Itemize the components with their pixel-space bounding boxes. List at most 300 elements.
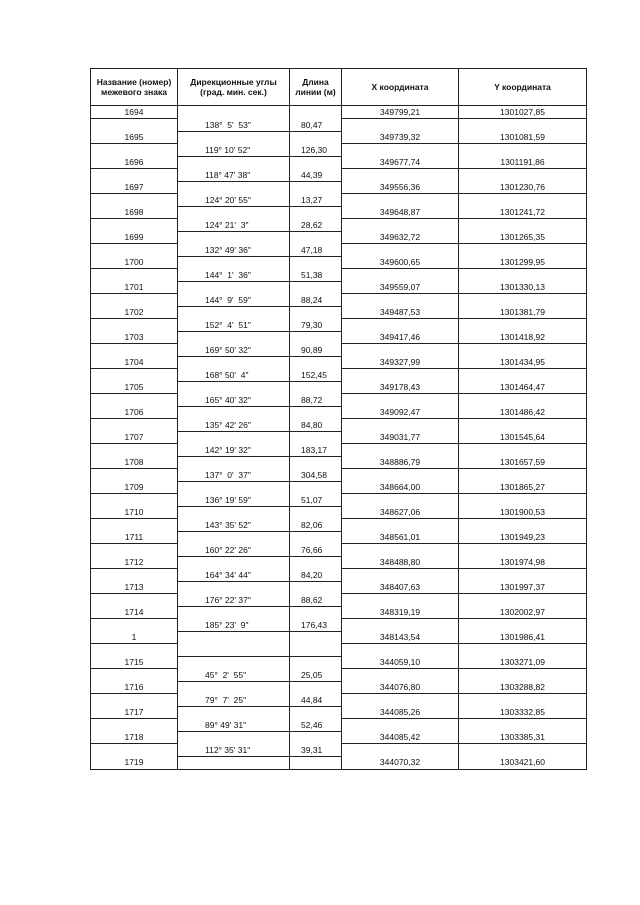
- line-length-cell: 76,66: [290, 544, 342, 557]
- table-row-segment: [91, 194, 587, 207]
- y-coordinate-cell: [459, 344, 587, 357]
- directional-angle-cell: [178, 131, 290, 144]
- directional-angle-cell: [178, 606, 290, 619]
- marker-name-cell: [91, 519, 178, 532]
- directional-angle-cell: 119° 10' 52": [178, 144, 290, 157]
- y-coordinate-cell: [459, 444, 587, 457]
- marker-name-cell: [91, 294, 178, 307]
- x-coordinate-cell: [342, 594, 459, 607]
- marker-name-cell: [91, 269, 178, 282]
- y-coordinate-cell: 1301657,59: [459, 456, 587, 469]
- y-coordinate-cell: 1301865,27: [459, 481, 587, 494]
- line-length-cell: 88,72: [290, 394, 342, 407]
- directional-angle-cell: 164° 34' 44": [178, 569, 290, 582]
- table-row-marker: [91, 506, 587, 519]
- marker-name-cell: 1705: [91, 381, 178, 394]
- line-length-cell: 88,24: [290, 294, 342, 307]
- directional-angle-cell: [178, 656, 290, 669]
- table-row-segment: [91, 444, 587, 457]
- marker-name-cell: 1715: [91, 656, 178, 669]
- table-row-marker: [91, 356, 587, 369]
- marker-name-cell: 1707: [91, 431, 178, 444]
- x-coordinate-cell: [342, 244, 459, 257]
- boundary-markers-sheet: [90, 68, 586, 770]
- table-row-marker: [91, 156, 587, 169]
- x-coordinate-cell: [342, 394, 459, 407]
- y-coordinate-cell: [459, 369, 587, 382]
- table-row-segment: [91, 219, 587, 232]
- directional-angle-cell: 136° 19' 59": [178, 494, 290, 507]
- y-coordinate-cell: 1301418,92: [459, 331, 587, 344]
- y-coordinate-cell: [459, 394, 587, 407]
- y-coordinate-cell: [459, 619, 587, 632]
- x-coordinate-cell: [342, 269, 459, 282]
- x-coordinate-cell: 349799,21: [342, 106, 459, 119]
- y-coordinate-cell: [459, 244, 587, 257]
- marker-name-cell: [91, 169, 178, 182]
- marker-name-cell: [91, 569, 178, 582]
- table-row-marker: [91, 631, 587, 644]
- directional-angle-cell: [178, 556, 290, 569]
- line-length-cell: 39,31: [290, 744, 342, 757]
- table-row-segment: [91, 394, 587, 407]
- x-coordinate-cell: 349178,43: [342, 381, 459, 394]
- x-coordinate-cell: [342, 219, 459, 232]
- line-length-cell: [290, 656, 342, 669]
- marker-name-cell: 1701: [91, 281, 178, 294]
- header-y-coordinate: Y координата: [459, 69, 587, 106]
- marker-name-cell: 1706: [91, 406, 178, 419]
- y-coordinate-cell: 1303332,85: [459, 706, 587, 719]
- x-coordinate-cell: 349556,36: [342, 181, 459, 194]
- line-length-cell: [290, 331, 342, 344]
- table-row-marker: [91, 131, 587, 144]
- marker-name-cell: [91, 119, 178, 132]
- x-coordinate-cell: [342, 469, 459, 482]
- marker-name-cell: 1699: [91, 231, 178, 244]
- directional-angle-cell: 138° 5' 53": [178, 119, 290, 132]
- table-row-segment: [91, 594, 587, 607]
- directional-angle-cell: [178, 481, 290, 494]
- marker-name-cell: 1695: [91, 131, 178, 144]
- table-row-marker: [91, 431, 587, 444]
- line-length-cell: 304,58: [290, 469, 342, 482]
- directional-angle-cell: [178, 681, 290, 694]
- line-length-cell: [290, 181, 342, 194]
- directional-angle-cell: 185° 23' 9": [178, 619, 290, 632]
- line-length-cell: [290, 281, 342, 294]
- table-row-marker: [91, 481, 587, 494]
- table-row-segment: [91, 519, 587, 532]
- directional-angle-cell: 132° 49' 36": [178, 244, 290, 257]
- directional-angle-cell: 144° 1' 36": [178, 269, 290, 282]
- directional-angle-cell: [178, 706, 290, 719]
- table-row-segment: [91, 744, 587, 757]
- table-row-segment: [91, 719, 587, 732]
- y-coordinate-cell: [459, 694, 587, 707]
- line-length-cell: 25,05: [290, 669, 342, 682]
- table-row-marker: [91, 406, 587, 419]
- line-length-cell: [290, 456, 342, 469]
- x-coordinate-cell: [342, 694, 459, 707]
- marker-name-cell: [91, 544, 178, 557]
- x-coordinate-cell: 349739,32: [342, 131, 459, 144]
- y-coordinate-cell: [459, 219, 587, 232]
- line-length-cell: [290, 356, 342, 369]
- y-coordinate-cell: [459, 294, 587, 307]
- x-coordinate-cell: [342, 619, 459, 632]
- table-row-segment: [91, 169, 587, 182]
- table-row-segment: [91, 644, 587, 657]
- x-coordinate-cell: 344076,80: [342, 681, 459, 694]
- y-coordinate-cell: [459, 519, 587, 532]
- header-line-length: Длина линии (м): [290, 69, 342, 106]
- directional-angle-cell: 124° 20' 55": [178, 194, 290, 207]
- y-coordinate-cell: [459, 169, 587, 182]
- x-coordinate-cell: [342, 444, 459, 457]
- line-length-cell: [290, 406, 342, 419]
- y-coordinate-cell: 1301974,98: [459, 556, 587, 569]
- y-coordinate-cell: 1301997,37: [459, 581, 587, 594]
- line-length-cell: 88,62: [290, 594, 342, 607]
- marker-name-cell: [91, 594, 178, 607]
- line-length-cell: [290, 431, 342, 444]
- table-row-marker: [91, 731, 587, 744]
- line-length-cell: 51,07: [290, 494, 342, 507]
- line-length-cell: 82,06: [290, 519, 342, 532]
- directional-angle-cell: [178, 156, 290, 169]
- line-length-cell: 44,84: [290, 694, 342, 707]
- y-coordinate-cell: 1303421,60: [459, 756, 587, 769]
- line-length-cell: [290, 106, 342, 119]
- y-coordinate-cell: 1301230,76: [459, 181, 587, 194]
- x-coordinate-cell: 348664,00: [342, 481, 459, 494]
- x-coordinate-cell: 349559,07: [342, 281, 459, 294]
- table-row-segment: [91, 369, 587, 382]
- y-coordinate-cell: [459, 669, 587, 682]
- x-coordinate-cell: [342, 419, 459, 432]
- x-coordinate-cell: [342, 669, 459, 682]
- table-row-segment: [91, 144, 587, 157]
- marker-name-cell: 1718: [91, 731, 178, 744]
- directional-angle-cell: [178, 306, 290, 319]
- x-coordinate-cell: [342, 294, 459, 307]
- directional-angle-cell: 142° 19' 32": [178, 444, 290, 457]
- x-coordinate-cell: 349632,72: [342, 231, 459, 244]
- y-coordinate-cell: 1301986,41: [459, 631, 587, 644]
- marker-name-cell: 1704: [91, 356, 178, 369]
- x-coordinate-cell: 348561,01: [342, 531, 459, 544]
- marker-name-cell: [91, 394, 178, 407]
- directional-angle-cell: [178, 431, 290, 444]
- line-length-cell: [290, 731, 342, 744]
- line-length-cell: 183,17: [290, 444, 342, 457]
- x-coordinate-cell: [342, 319, 459, 332]
- y-coordinate-cell: 1303385,31: [459, 731, 587, 744]
- marker-name-cell: [91, 669, 178, 682]
- marker-name-cell: 1714: [91, 606, 178, 619]
- directional-angle-cell: [178, 581, 290, 594]
- x-coordinate-cell: [342, 519, 459, 532]
- table-row-segment: [91, 419, 587, 432]
- directional-angle-cell: [178, 506, 290, 519]
- directional-angle-cell: [178, 631, 290, 644]
- x-coordinate-cell: [342, 344, 459, 357]
- line-length-cell: 126,30: [290, 144, 342, 157]
- marker-name-cell: 1694: [91, 106, 178, 119]
- y-coordinate-cell: [459, 194, 587, 207]
- marker-name-cell: [91, 369, 178, 382]
- table-row-segment: [91, 119, 587, 132]
- directional-angle-cell: 79° 7' 25": [178, 694, 290, 707]
- table-row-marker: [91, 556, 587, 569]
- table-row-marker: [91, 206, 587, 219]
- y-coordinate-cell: [459, 494, 587, 507]
- line-length-cell: [290, 556, 342, 569]
- table-row-marker: [91, 181, 587, 194]
- table-row-marker: [91, 456, 587, 469]
- directional-angle-cell: 176° 22' 37": [178, 594, 290, 607]
- y-coordinate-cell: 1301900,53: [459, 506, 587, 519]
- directional-angle-cell: 118° 47' 38": [178, 169, 290, 182]
- table-row-segment: [91, 619, 587, 632]
- directional-angle-cell: [178, 281, 290, 294]
- table-row-marker: [91, 231, 587, 244]
- table-row-segment: [91, 494, 587, 507]
- x-coordinate-cell: [342, 169, 459, 182]
- marker-name-cell: [91, 344, 178, 357]
- y-coordinate-cell: [459, 269, 587, 282]
- table-row-marker: [91, 656, 587, 669]
- directional-angle-cell: 160° 22' 26": [178, 544, 290, 557]
- marker-name-cell: 1711: [91, 531, 178, 544]
- directional-angle-cell: 144° 9' 59": [178, 294, 290, 307]
- y-coordinate-cell: 1301434,95: [459, 356, 587, 369]
- y-coordinate-cell: [459, 469, 587, 482]
- directional-angle-cell: [178, 256, 290, 269]
- marker-name-cell: 1710: [91, 506, 178, 519]
- x-coordinate-cell: [342, 719, 459, 732]
- line-length-cell: [290, 306, 342, 319]
- directional-angle-cell: [178, 181, 290, 194]
- line-length-cell: 79,30: [290, 319, 342, 332]
- line-length-cell: [290, 531, 342, 544]
- marker-name-cell: 1698: [91, 206, 178, 219]
- directional-angle-cell: [178, 106, 290, 119]
- line-length-cell: [290, 256, 342, 269]
- table-header-row: [91, 69, 587, 106]
- line-length-cell: [290, 156, 342, 169]
- y-coordinate-cell: [459, 569, 587, 582]
- directional-angle-cell: [178, 456, 290, 469]
- directional-angle-cell: 168° 50' 4": [178, 369, 290, 382]
- y-coordinate-cell: 1302002,97: [459, 606, 587, 619]
- x-coordinate-cell: [342, 569, 459, 582]
- line-length-cell: [290, 631, 342, 644]
- y-coordinate-cell: [459, 419, 587, 432]
- marker-name-cell: [91, 619, 178, 632]
- directional-angle-cell: [178, 756, 290, 769]
- x-coordinate-cell: [342, 494, 459, 507]
- x-coordinate-cell: 348319,19: [342, 606, 459, 619]
- y-coordinate-cell: 1301545,64: [459, 431, 587, 444]
- table-row-segment: [91, 544, 587, 557]
- marker-name-cell: 1719: [91, 756, 178, 769]
- directional-angle-cell: [178, 644, 290, 657]
- marker-name-cell: [91, 444, 178, 457]
- marker-name-cell: [91, 219, 178, 232]
- table-row-segment: [91, 469, 587, 482]
- marker-name-cell: 1702: [91, 306, 178, 319]
- table-body: [91, 106, 587, 770]
- directional-angle-cell: [178, 381, 290, 394]
- directional-angle-cell: 165° 40' 32": [178, 394, 290, 407]
- table-row-marker: [91, 106, 587, 119]
- y-coordinate-cell: [459, 644, 587, 657]
- marker-name-cell: 1716: [91, 681, 178, 694]
- y-coordinate-cell: 1301381,79: [459, 306, 587, 319]
- x-coordinate-cell: 349677,74: [342, 156, 459, 169]
- y-coordinate-cell: 1301027,85: [459, 106, 587, 119]
- marker-name-cell: [91, 744, 178, 757]
- directional-angle-cell: [178, 731, 290, 744]
- y-coordinate-cell: 1301191,86: [459, 156, 587, 169]
- x-coordinate-cell: 348407,63: [342, 581, 459, 594]
- line-length-cell: [290, 706, 342, 719]
- directional-angle-cell: [178, 206, 290, 219]
- marker-name-cell: [91, 494, 178, 507]
- table-row-segment: [91, 294, 587, 307]
- table-row-marker: [91, 581, 587, 594]
- line-length-cell: [290, 756, 342, 769]
- y-coordinate-cell: [459, 119, 587, 132]
- table-row-marker: [91, 331, 587, 344]
- line-length-cell: [290, 644, 342, 657]
- x-coordinate-cell: 349648,87: [342, 206, 459, 219]
- line-length-cell: 152,45: [290, 369, 342, 382]
- x-coordinate-cell: 344085,26: [342, 706, 459, 719]
- line-length-cell: 47,18: [290, 244, 342, 257]
- y-coordinate-cell: 1303271,09: [459, 656, 587, 669]
- marker-name-cell: [91, 244, 178, 257]
- line-length-cell: 84,80: [290, 419, 342, 432]
- y-coordinate-cell: 1301949,23: [459, 531, 587, 544]
- y-coordinate-cell: 1301464,47: [459, 381, 587, 394]
- marker-name-cell: [91, 319, 178, 332]
- marker-name-cell: [91, 644, 178, 657]
- directional-angle-cell: 112° 35' 31": [178, 744, 290, 757]
- coordinates-table: [90, 68, 587, 770]
- directional-angle-cell: [178, 531, 290, 544]
- header-marker-name: Название (номер) межевого знака: [91, 69, 178, 106]
- x-coordinate-cell: 348143,54: [342, 631, 459, 644]
- table-row-marker: [91, 306, 587, 319]
- marker-name-cell: 1709: [91, 481, 178, 494]
- marker-name-cell: [91, 469, 178, 482]
- x-coordinate-cell: 349417,46: [342, 331, 459, 344]
- table-row-marker: [91, 756, 587, 769]
- table-row-marker: [91, 706, 587, 719]
- y-coordinate-cell: 1301330,13: [459, 281, 587, 294]
- marker-name-cell: 1708: [91, 456, 178, 469]
- line-length-cell: 13,27: [290, 194, 342, 207]
- x-coordinate-cell: 344085,42: [342, 731, 459, 744]
- line-length-cell: 84,20: [290, 569, 342, 582]
- directional-angle-cell: 137° 0' 37": [178, 469, 290, 482]
- marker-name-cell: [91, 144, 178, 157]
- line-length-cell: [290, 581, 342, 594]
- line-length-cell: 44,39: [290, 169, 342, 182]
- line-length-cell: 52,46: [290, 719, 342, 732]
- table-row-segment: [91, 344, 587, 357]
- y-coordinate-cell: [459, 719, 587, 732]
- table-row-marker: [91, 606, 587, 619]
- line-length-cell: [290, 381, 342, 394]
- x-coordinate-cell: [342, 119, 459, 132]
- directional-angle-cell: [178, 406, 290, 419]
- table-row-marker: [91, 531, 587, 544]
- y-coordinate-cell: [459, 594, 587, 607]
- y-coordinate-cell: 1301265,35: [459, 231, 587, 244]
- line-length-cell: [290, 206, 342, 219]
- y-coordinate-cell: 1301081,59: [459, 131, 587, 144]
- directional-angle-cell: [178, 331, 290, 344]
- line-length-cell: [290, 481, 342, 494]
- x-coordinate-cell: 348886,79: [342, 456, 459, 469]
- x-coordinate-cell: [342, 194, 459, 207]
- marker-name-cell: 1713: [91, 581, 178, 594]
- line-length-cell: [290, 131, 342, 144]
- table-row-segment: [91, 319, 587, 332]
- y-coordinate-cell: 1301299,95: [459, 256, 587, 269]
- directional-angle-cell: 45° 2' 55": [178, 669, 290, 682]
- directional-angle-cell: [178, 356, 290, 369]
- directional-angle-cell: 169° 50' 32": [178, 344, 290, 357]
- line-length-cell: 80,47: [290, 119, 342, 132]
- x-coordinate-cell: [342, 644, 459, 657]
- y-coordinate-cell: 1303288,82: [459, 681, 587, 694]
- marker-name-cell: 1700: [91, 256, 178, 269]
- line-length-cell: [290, 681, 342, 694]
- x-coordinate-cell: 349092,47: [342, 406, 459, 419]
- x-coordinate-cell: [342, 144, 459, 157]
- table-row-marker: [91, 256, 587, 269]
- x-coordinate-cell: 349487,53: [342, 306, 459, 319]
- y-coordinate-cell: [459, 744, 587, 757]
- header-x-coordinate: X координата: [342, 69, 459, 106]
- y-coordinate-cell: [459, 319, 587, 332]
- directional-angle-cell: 124° 21' 3": [178, 219, 290, 232]
- x-coordinate-cell: 348488,80: [342, 556, 459, 569]
- table-row-segment: [91, 244, 587, 257]
- x-coordinate-cell: 344059,10: [342, 656, 459, 669]
- table-row-marker: [91, 381, 587, 394]
- table-row-segment: [91, 269, 587, 282]
- marker-name-cell: 1697: [91, 181, 178, 194]
- line-length-cell: 90,89: [290, 344, 342, 357]
- x-coordinate-cell: [342, 744, 459, 757]
- y-coordinate-cell: 1301486,42: [459, 406, 587, 419]
- marker-name-cell: 1712: [91, 556, 178, 569]
- x-coordinate-cell: 349600,65: [342, 256, 459, 269]
- marker-name-cell: 1: [91, 631, 178, 644]
- marker-name-cell: 1696: [91, 156, 178, 169]
- line-length-cell: [290, 506, 342, 519]
- marker-name-cell: [91, 719, 178, 732]
- line-length-cell: [290, 606, 342, 619]
- table-row-marker: [91, 681, 587, 694]
- table-row-marker: [91, 281, 587, 294]
